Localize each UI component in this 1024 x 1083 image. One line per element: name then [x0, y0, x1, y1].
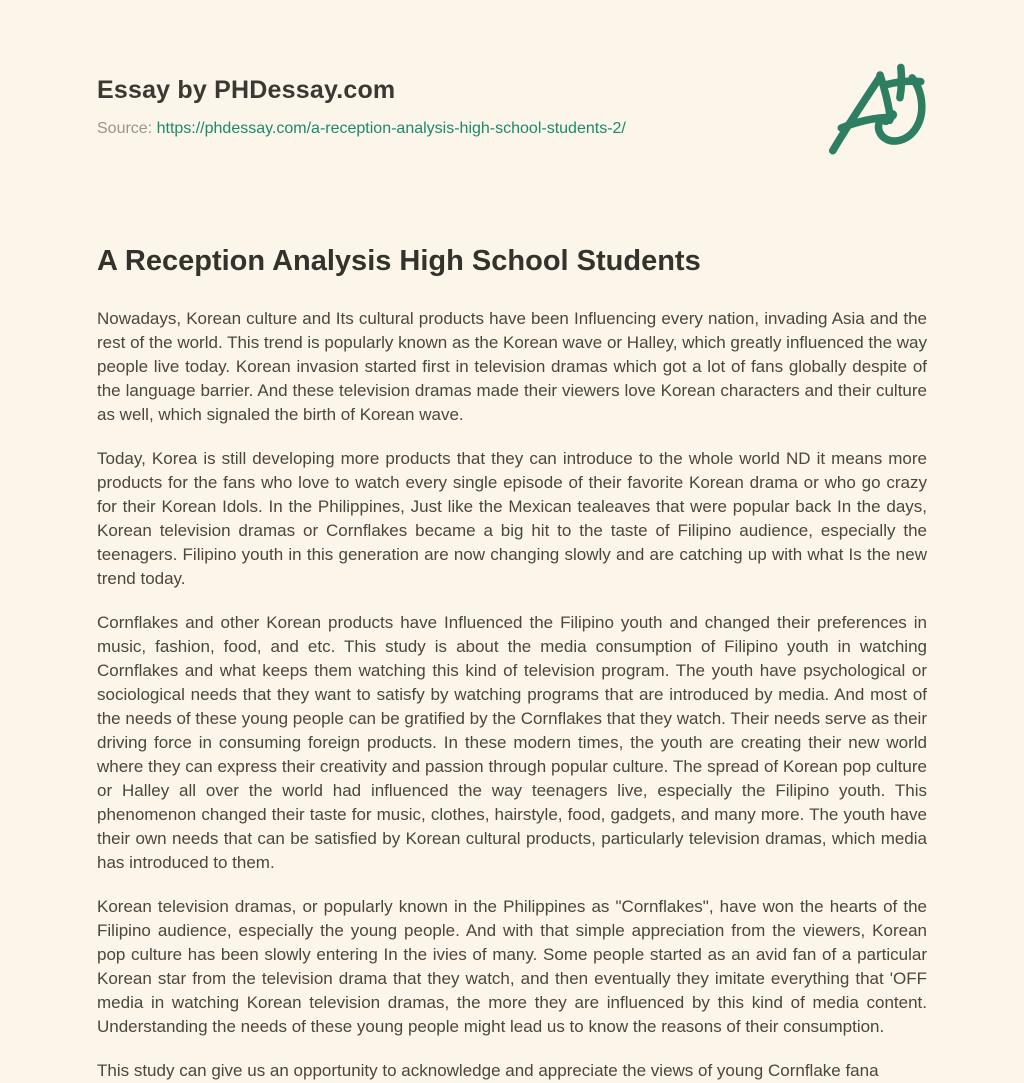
aplus-logo-icon [829, 60, 933, 160]
brand-title: Essay by PHDessay.com [97, 76, 396, 104]
paragraph-1: Nowadays, Korean culture and Its cultural products have been Influencing every nation, invading Asia and the rest of the world. This trend is popularly known as the Korean wave or Halley, which greatly influenced the way people live today. Korean invasion started first in television dramas which got a lot of fans globally despite of the language barrier. And these television dramas made their viewers love Korean characters and their culture as well, which signaled the birth of Korean wave. [97, 309, 927, 424]
header-text-block [97, 60, 626, 138]
page-header [97, 60, 927, 160]
paragraph-2: Today, Korea is still developing more products that they can introduce to the whole world ND it means more products for the fans who love to watch every single episode of their favorite Korean drama or who go crazy for their Korean Idols. In the Philippines, Just like the Mexican tealeaves that were popular back In the days, Korean television dramas or Cornflakes became a big hit to the taste of Filipino audience, especially the teenagers. Filipino youth in this generation are now changing slowly and are catching up with what Is the new trend today. [97, 449, 927, 588]
paragraph-5: This study can give us an opportunity to acknowledge and appreciate the views of young Cornflake fana [97, 1061, 879, 1080]
source-line [97, 120, 626, 138]
page-title: A Reception Analysis High School Students [97, 245, 701, 277]
source-link[interactable]: https://phdessay.com/a-reception-analysis-high-school-students-2/ [156, 120, 626, 137]
source-label: Source: [97, 120, 153, 137]
paragraph-3: Cornflakes and other Korean products have Influenced the Filipino youth and changed their preferences in music, fashion, food, and etc. This study is about the media consumption of Filipino youth in watching Cornflakes and what keeps them watching this kind of television program. The youth have psychological or sociological needs that they want to satisfy by watching programs that are introduced by media. And most of the needs of these young people can be gratified by the Cornflakes that they watch. Their needs serve as their driving force in consuming foreign products. In these modern times, the youth are creating their new world where they can express their creativity and passion through popular culture. The spread of Korean pop culture or Halley all over the world had influenced the way teenagers live, especially the Filipino youth. This phenomenon changed their taste for music, clothes, hairstyle, food, gadgets, and many more. The youth have their own needs that can be satisfied by Korean cultural products, particularly television dramas, which media has introduced to them. [97, 613, 927, 872]
paragraph-4: Korean television dramas, or popularly known in the Philippines as "Cornflakes", have won the hearts of the Filipino audience, especially the young people. And with that simple appreciation from the viewers, Korean pop culture has been slowly entering In the ivies of many. Some people started as an avid fan of a particular Korean star from the television drama that they watch, and then eventually they imitate everything that 'OFF media in watching Korean television dramas, the more they are influenced by this kind of media content. Understanding the needs of these young people might lead us to know the reasons of their consumption. [97, 897, 927, 1036]
essay-body [97, 307, 927, 1083]
